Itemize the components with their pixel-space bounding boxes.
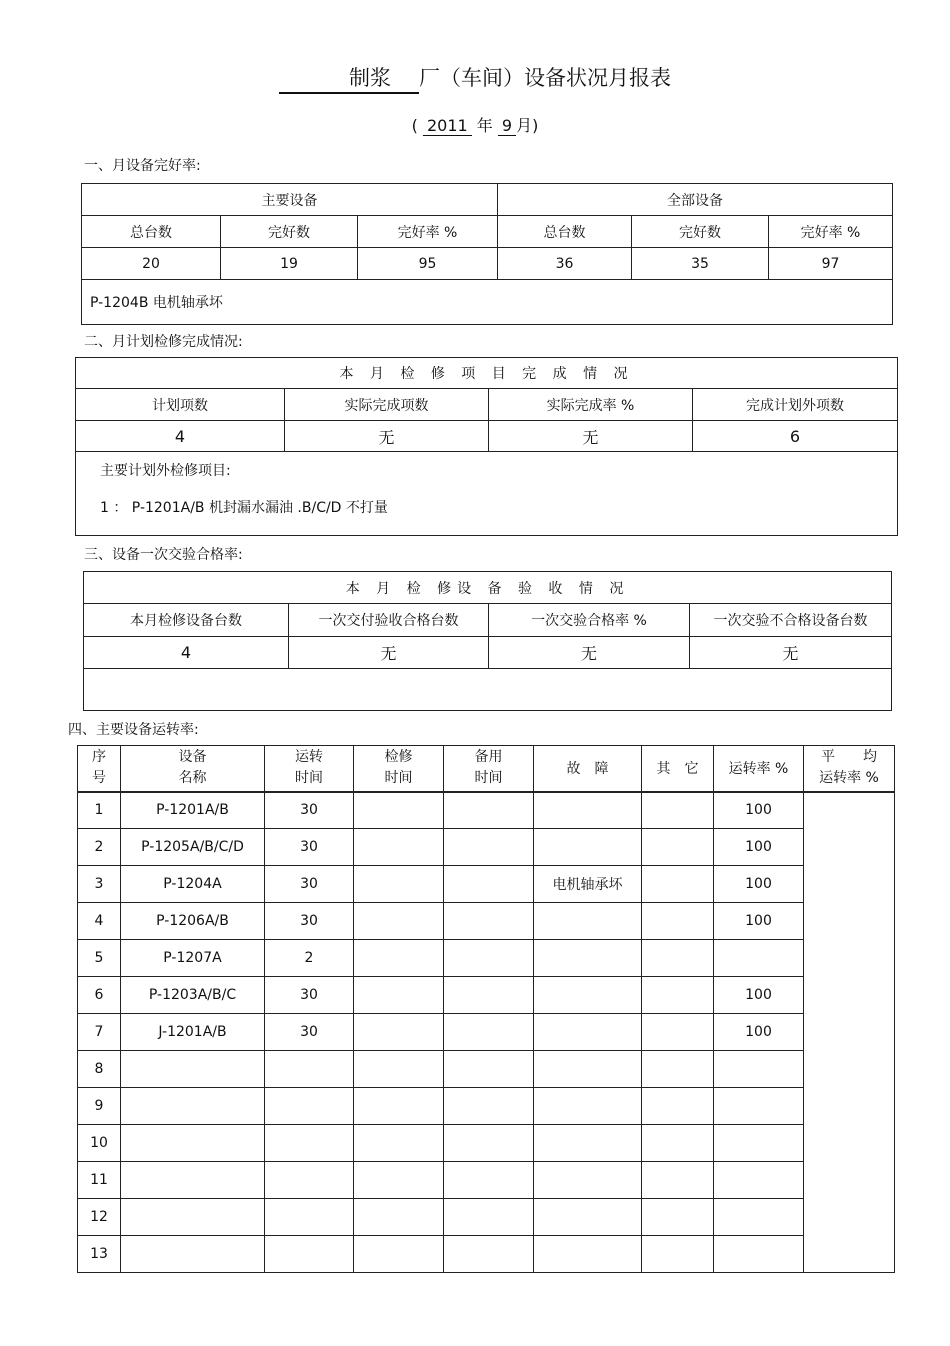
row-fault [534, 1125, 642, 1162]
row-fault [534, 1162, 642, 1199]
row-other [642, 866, 714, 903]
row-other [642, 903, 714, 940]
row-other [642, 977, 714, 1014]
row-run-time [265, 1162, 354, 1199]
row-rate: 100 [714, 866, 804, 903]
row-seq: 11 [78, 1162, 121, 1199]
row-equipment-name: P-1206A/B [121, 903, 265, 940]
row-other [642, 829, 714, 866]
title-factory-blank [279, 62, 419, 94]
title-suffix: 厂（车间）设备状况月报表 [419, 66, 671, 90]
table-row [78, 866, 895, 903]
row-run-time: 30 [265, 792, 354, 829]
row-other [642, 1125, 714, 1162]
value-all-total: 36 [498, 248, 632, 280]
row-fault [534, 1088, 642, 1125]
row-repair-time [354, 1014, 444, 1051]
period-month: 9 [498, 116, 516, 136]
value-completion-rate: 无 [489, 421, 693, 452]
header-avg-rate: 平 均 运转率 % [804, 746, 895, 792]
row-seq: 6 [78, 977, 121, 1014]
row-run-time: 30 [265, 829, 354, 866]
row-equipment-name [121, 1051, 265, 1088]
running-rate-rows [78, 792, 895, 1273]
row-other [642, 1236, 714, 1273]
row-rate [714, 1162, 804, 1199]
row-repair-time [354, 1088, 444, 1125]
row-standby-time [444, 977, 534, 1014]
row-run-time [265, 1236, 354, 1273]
group-main-equipment: 主要设备 [82, 184, 498, 216]
table-row [78, 1051, 895, 1088]
row-standby-time [444, 866, 534, 903]
header-first-pass-rate: 一次交验合格率 % [489, 604, 690, 637]
row-seq: 5 [78, 940, 121, 977]
row-other [642, 1162, 714, 1199]
row-equipment-name: P-1205A/B/C/D [121, 829, 265, 866]
row-other [642, 1088, 714, 1125]
row-rate [714, 1088, 804, 1125]
value-all-rate: 97 [769, 248, 893, 280]
value-all-good: 35 [632, 248, 769, 280]
row-run-time [265, 1199, 354, 1236]
avg-rate-cell [804, 792, 895, 1273]
row-standby-time [444, 792, 534, 829]
row-run-time [265, 1088, 354, 1125]
header-main-good: 完好数 [221, 216, 358, 248]
table-row [78, 1236, 895, 1273]
maintenance-plan-table [75, 357, 898, 536]
row-rate: 100 [714, 792, 804, 829]
row-other [642, 792, 714, 829]
table-row [78, 1088, 895, 1125]
row-equipment-name: P-1204A [121, 866, 265, 903]
value-planned-items: 4 [76, 421, 285, 452]
period-open: ( [411, 116, 418, 135]
row-fault [534, 1236, 642, 1273]
row-equipment-name [121, 1162, 265, 1199]
row-seq: 7 [78, 1014, 121, 1051]
row-repair-time [354, 977, 444, 1014]
period-year-label: 年 [476, 116, 493, 135]
acceptance-table [83, 571, 892, 711]
row-standby-time [444, 1051, 534, 1088]
table-row [78, 1199, 895, 1236]
report-period [0, 113, 950, 136]
running-rate-table [77, 745, 895, 1273]
table-row [78, 1162, 895, 1199]
header-rate: 运转率 % [714, 746, 804, 792]
header-seq: 序 号 [78, 746, 121, 792]
row-fault [534, 1014, 642, 1051]
row-seq: 3 [78, 866, 121, 903]
table-row [78, 792, 895, 829]
row-standby-time [444, 1199, 534, 1236]
row-standby-time [444, 903, 534, 940]
row-equipment-name: P-1203A/B/C [121, 977, 265, 1014]
value-main-total: 20 [82, 248, 221, 280]
header-repaired-count: 本月检修设备台数 [84, 604, 289, 637]
row-run-time: 2 [265, 940, 354, 977]
section3-heading: 三、设备一次交验合格率: [84, 547, 243, 563]
value-main-rate: 95 [358, 248, 498, 280]
row-standby-time [444, 1162, 534, 1199]
row-run-time: 30 [265, 866, 354, 903]
row-standby-time [444, 1125, 534, 1162]
row-fault [534, 903, 642, 940]
header-planned-items: 计划项数 [76, 389, 285, 421]
table-row [78, 903, 895, 940]
value-failed-count: 无 [690, 637, 892, 669]
row-seq: 4 [78, 903, 121, 940]
section3-caption: 本 月 检 修设 备 验 收 情 况 [84, 572, 892, 604]
row-repair-time [354, 1236, 444, 1273]
row-fault: 电机轴承坏 [534, 866, 642, 903]
row-other [642, 1014, 714, 1051]
period-close: 月) [516, 116, 539, 135]
row-repair-time [354, 829, 444, 866]
row-seq: 1 [78, 792, 121, 829]
row-fault [534, 1051, 642, 1088]
row-equipment-name: P-1207A [121, 940, 265, 977]
note-title: 主要计划外检修项目: [100, 463, 231, 479]
row-standby-time [444, 1014, 534, 1051]
value-unplanned-items: 6 [693, 421, 898, 452]
value-completed-items: 无 [285, 421, 489, 452]
row-repair-time [354, 940, 444, 977]
value-first-pass-rate: 无 [489, 637, 690, 669]
row-rate [714, 1199, 804, 1236]
value-first-pass-count: 无 [289, 637, 489, 669]
row-seq: 10 [78, 1125, 121, 1162]
row-standby-time [444, 1236, 534, 1273]
title-factory-name: 制浆 [349, 66, 391, 90]
row-seq: 2 [78, 829, 121, 866]
row-rate [714, 1236, 804, 1273]
period-year: 2011 [423, 116, 472, 136]
row-fault [534, 792, 642, 829]
header-name: 设备 名称 [121, 746, 265, 792]
row-rate: 100 [714, 1014, 804, 1051]
header-standby-time: 备用 时间 [444, 746, 534, 792]
row-equipment-name [121, 1236, 265, 1273]
header-first-pass-count: 一次交付验收合格台数 [289, 604, 489, 637]
value-repaired-count: 4 [84, 637, 289, 669]
header-main-rate: 完好率 % [358, 216, 498, 248]
section3-note [84, 669, 892, 711]
table-row [78, 1125, 895, 1162]
row-repair-time [354, 866, 444, 903]
header-all-rate: 完好率 % [769, 216, 893, 248]
equipment-condition-table [81, 183, 893, 325]
note-line: 1 ： P-1201A/B 机封漏水漏油 .B/C/D 不打量 [100, 500, 388, 516]
header-completed-items: 实际完成项数 [285, 389, 489, 421]
row-rate: 100 [714, 829, 804, 866]
row-fault [534, 829, 642, 866]
row-other [642, 1051, 714, 1088]
row-rate [714, 940, 804, 977]
section1-heading: 一、月设备完好率: [84, 158, 201, 174]
row-equipment-name: J-1201A/B [121, 1014, 265, 1051]
section1-note: P-1204B 电机轴承坏 [82, 280, 893, 325]
row-run-time: 30 [265, 1014, 354, 1051]
row-run-time [265, 1051, 354, 1088]
header-repair-time: 检修 时间 [354, 746, 444, 792]
row-standby-time [444, 940, 534, 977]
row-run-time [265, 1125, 354, 1162]
header-completion-rate: 实际完成率 % [489, 389, 693, 421]
table-row [78, 940, 895, 977]
row-rate: 100 [714, 977, 804, 1014]
group-all-equipment: 全部设备 [498, 184, 893, 216]
row-other [642, 940, 714, 977]
section2-caption: 本 月 检 修 项 目 完 成 情 况 [76, 358, 898, 389]
section4-heading: 四、主要设备运转率: [68, 722, 199, 738]
row-run-time: 30 [265, 977, 354, 1014]
value-main-good: 19 [221, 248, 358, 280]
row-seq: 9 [78, 1088, 121, 1125]
row-equipment-name: P-1201A/B [121, 792, 265, 829]
row-fault [534, 940, 642, 977]
row-repair-time [354, 792, 444, 829]
section2-heading: 二、月计划检修完成情况: [84, 334, 243, 350]
header-all-total: 总台数 [498, 216, 632, 248]
row-fault [534, 977, 642, 1014]
row-other [642, 1199, 714, 1236]
section2-note [76, 452, 898, 536]
header-run-time: 运转 时间 [265, 746, 354, 792]
row-equipment-name [121, 1125, 265, 1162]
row-rate [714, 1051, 804, 1088]
row-rate [714, 1125, 804, 1162]
header-other: 其 它 [642, 746, 714, 792]
row-repair-time [354, 1051, 444, 1088]
row-run-time: 30 [265, 903, 354, 940]
row-repair-time [354, 1199, 444, 1236]
page-title [0, 62, 950, 94]
header-all-good: 完好数 [632, 216, 769, 248]
header-main-total: 总台数 [82, 216, 221, 248]
row-rate: 100 [714, 903, 804, 940]
header-failed-count: 一次交验不合格设备台数 [690, 604, 892, 637]
table-row [78, 1014, 895, 1051]
row-equipment-name [121, 1088, 265, 1125]
table-row [78, 977, 895, 1014]
row-repair-time [354, 1125, 444, 1162]
row-seq: 8 [78, 1051, 121, 1088]
header-fault: 故 障 [534, 746, 642, 792]
row-seq: 13 [78, 1236, 121, 1273]
row-repair-time [354, 903, 444, 940]
table-row [78, 829, 895, 866]
row-equipment-name [121, 1199, 265, 1236]
row-standby-time [444, 1088, 534, 1125]
row-standby-time [444, 829, 534, 866]
header-unplanned-items: 完成计划外项数 [693, 389, 898, 421]
row-fault [534, 1199, 642, 1236]
row-repair-time [354, 1162, 444, 1199]
row-seq: 12 [78, 1199, 121, 1236]
